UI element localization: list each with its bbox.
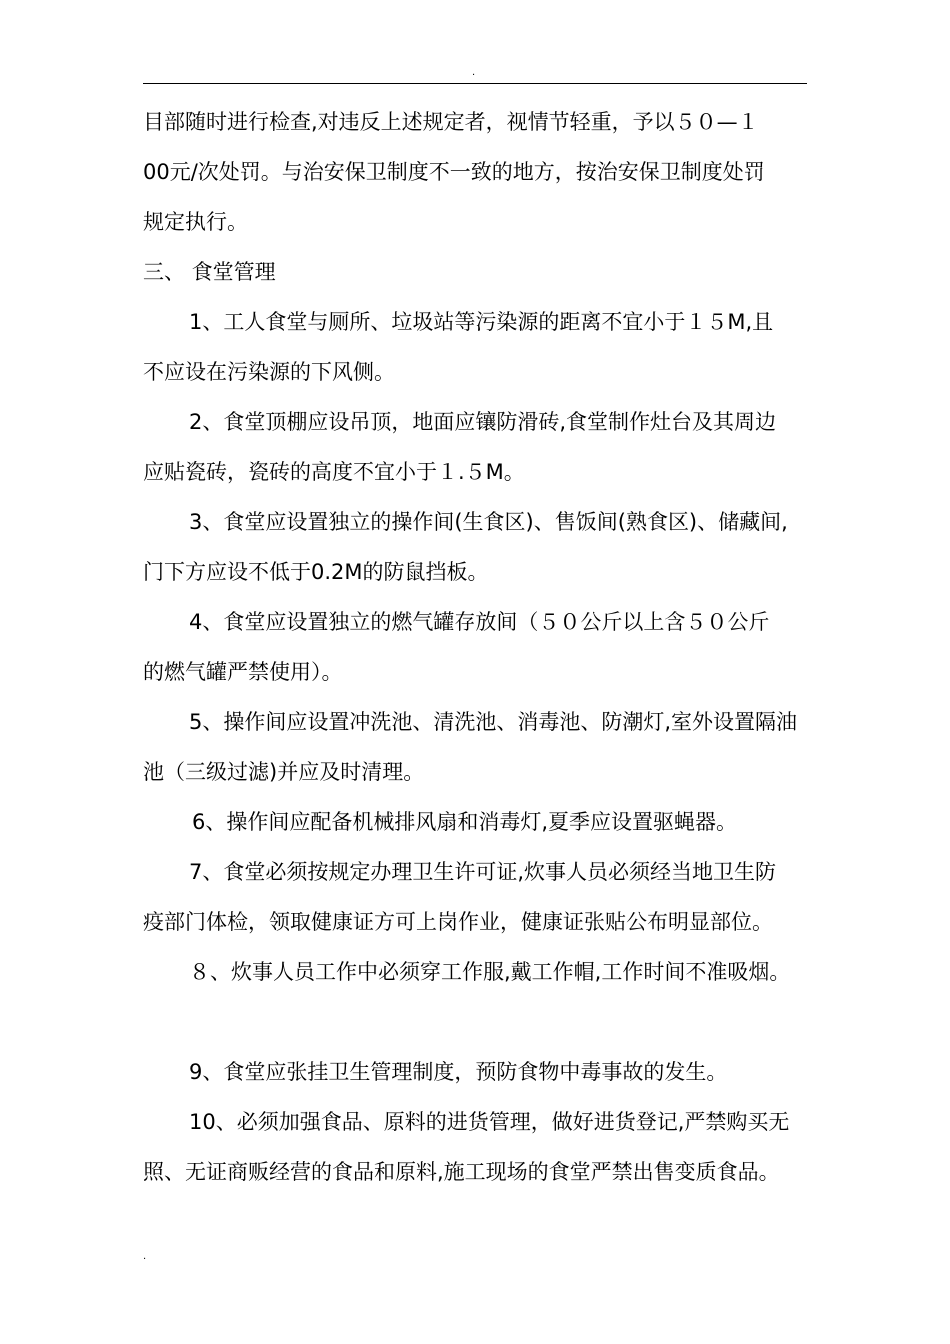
text-line: 2、食堂顶棚应设吊顶，地面应镶防滑砖,食堂制作灶台及其周边 [189,410,777,434]
text-line: 规定执行。 [143,210,248,234]
text-line: 10、必须加强食品、原料的进货管理，做好进货登记,严禁购买无 [189,1110,790,1134]
text-line: 应贴瓷砖，瓷砖的高度不宜小于１.５M。 [143,460,525,484]
text-line: 7、食堂必须按规定办理卫生许可证,炊事人员必须经当地卫生防 [189,860,777,884]
blank-line [143,997,815,1047]
text-line: 三、 食堂管理 [143,260,276,284]
text-line: 照、无证商贩经营的食品和原料,施工现场的食堂严禁出售变质食品。 [143,1160,780,1184]
text-line: 3、食堂应设置独立的操作间(生食区)、售饭间(熟食区)、储藏间, [189,510,788,534]
footer-mark: . [143,1251,147,1262]
text-line: 1、工人食堂与厕所、垃圾站等污染源的距离不宜小于１５M,且 [189,310,774,334]
header-rule [143,83,807,84]
text-line: 4、食堂应设置独立的燃气罐存放间（５０公斤以上含５０公斤 [189,610,770,634]
text-line: 目部随时进行检查,对违反上述规定者，视情节轻重，予以５０—１ [143,110,759,134]
text-line: 00元/次处罚。与治安保卫制度不一致的地方，按治安保卫制度处罚 [143,160,765,184]
text-line: 不应设在污染源的下风侧。 [143,360,395,384]
text-line: 5、操作间应设置冲洗池、清洗池、消毒池、防潮灯,室外设置隔油 [189,710,798,734]
text-line: 池（三级过滤)并应及时清理。 [143,760,425,784]
text-line: 门下方应设不低于0.2M的防鼠挡板。 [143,560,489,584]
document-body [143,97,815,1197]
text-line: 的燃气罐严禁使用）。 [143,660,343,684]
header-mark: . [472,67,476,78]
text-line: 9、食堂应张挂卫生管理制度，预防食物中毒事故的发生。 [189,1060,728,1084]
text-line: 疫部门体检，领取健康证方可上岗作业，健康证张贴公布明显部位。 [143,910,773,934]
text-line: 6、操作间应配备机械排风扇和消毒灯,夏季应设置驱蝇器。 [192,810,738,834]
text-line: ８、炊事人员工作中必须穿工作服,戴工作帽,工作时间不准吸烟。 [189,960,791,984]
